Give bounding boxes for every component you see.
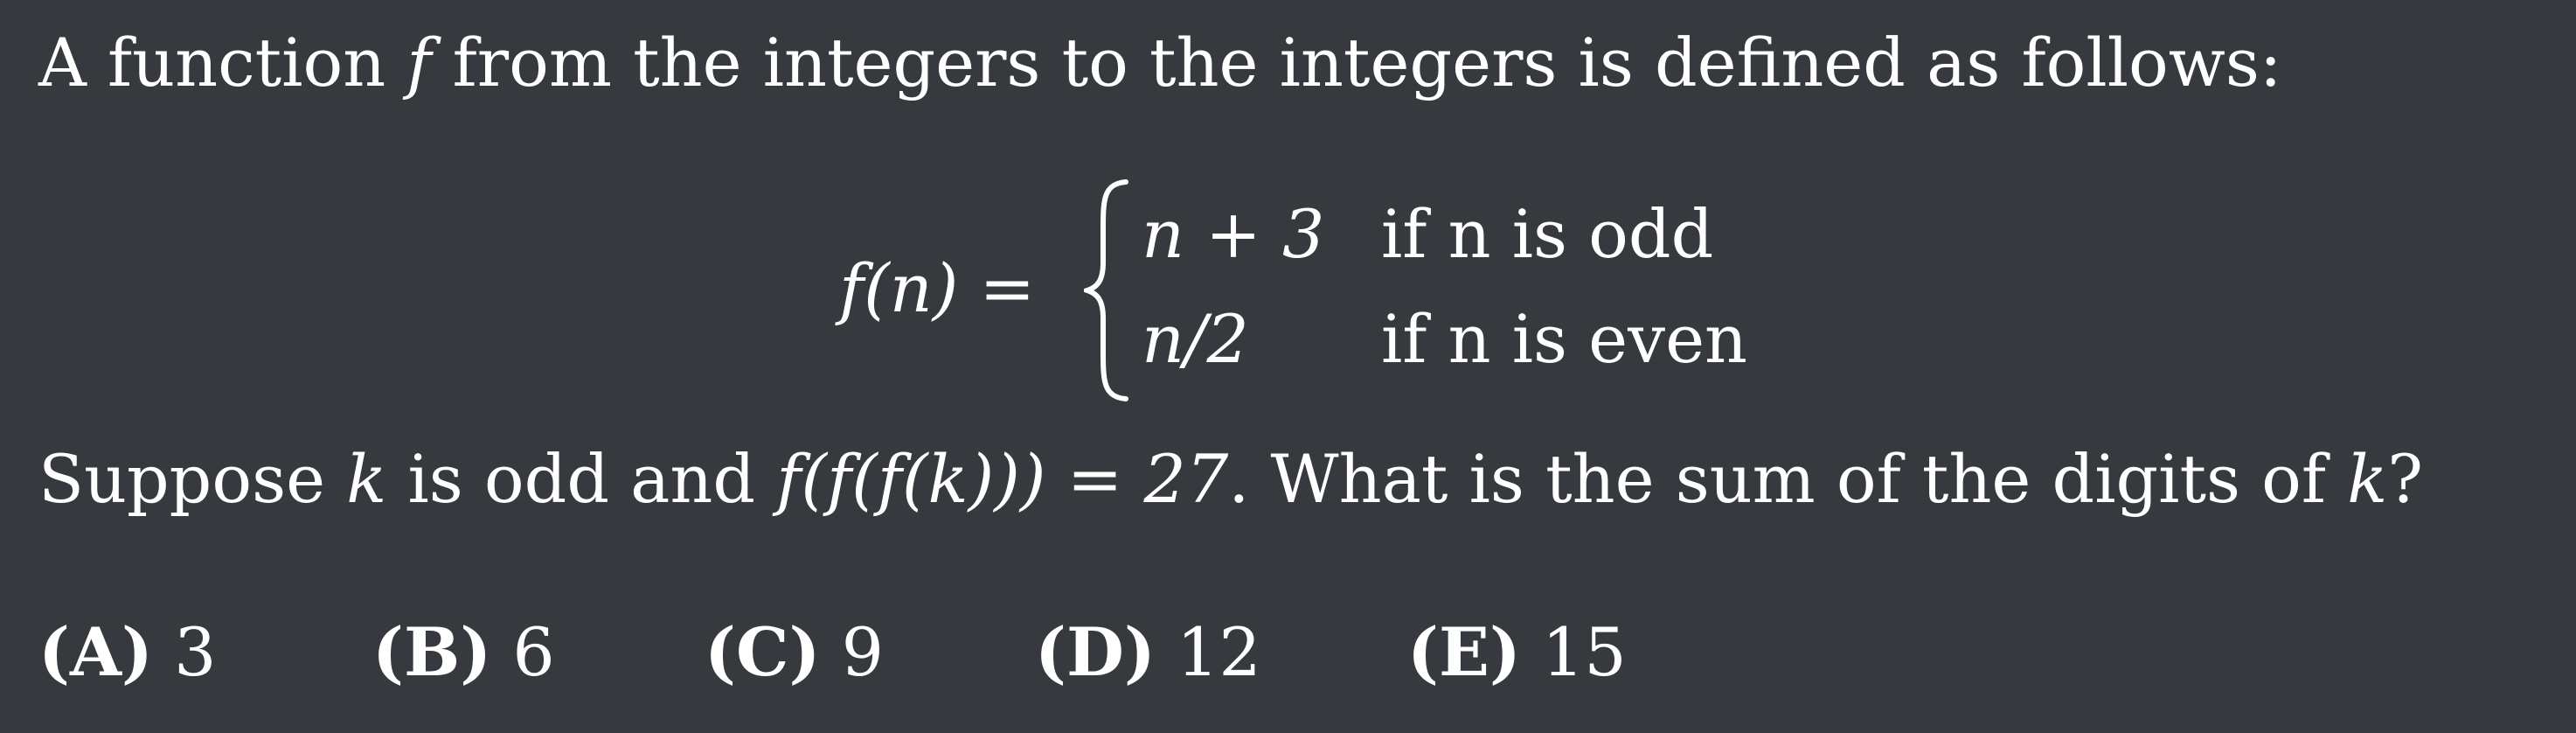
case-expression-even: n/2 <box>1142 300 1249 378</box>
intro-text-before: A function <box>38 24 407 101</box>
choice-value: 3 <box>174 613 217 691</box>
choice-letter: (E) <box>1407 613 1521 691</box>
choice-c[interactable] <box>705 613 884 691</box>
question-variable-k: k <box>346 440 387 518</box>
intro-text-after: from the integers to the integers is defined as follows: <box>431 24 2282 101</box>
question-part-4: ? <box>2387 440 2424 518</box>
case-condition-even: if n is even <box>1381 300 1748 378</box>
left-brace <box>1084 177 1133 404</box>
choice-b[interactable] <box>372 613 555 691</box>
choice-letter: (A) <box>38 613 153 691</box>
problem-intro <box>38 24 2282 101</box>
question-text <box>38 440 2424 518</box>
choice-value: 12 <box>1177 613 1261 691</box>
choice-letter: (C) <box>705 613 821 691</box>
function-label: f(n) = <box>839 249 1036 327</box>
question-part-1: Suppose <box>38 440 347 518</box>
choice-value: 6 <box>512 613 555 691</box>
question-expression: f(f(f(k))) = 27 <box>776 440 1229 518</box>
question-part-2: is odd and <box>386 440 777 518</box>
choice-value: 9 <box>841 613 884 691</box>
choice-letter: (B) <box>372 613 492 691</box>
case-expression-odd: n + 3 <box>1142 195 1325 273</box>
answer-choices <box>38 613 1787 691</box>
case-condition-odd: if n is odd <box>1381 195 1714 273</box>
intro-function-symbol: f <box>406 24 432 101</box>
choice-d[interactable] <box>1035 613 1261 691</box>
question-part-3: . What is the sum of the digits of <box>1228 440 2348 518</box>
choice-e[interactable] <box>1407 613 1627 691</box>
question-variable-k-2: k <box>2347 440 2388 518</box>
choice-letter: (D) <box>1035 613 1156 691</box>
choice-value: 15 <box>1542 613 1627 691</box>
choice-a[interactable] <box>38 613 217 691</box>
